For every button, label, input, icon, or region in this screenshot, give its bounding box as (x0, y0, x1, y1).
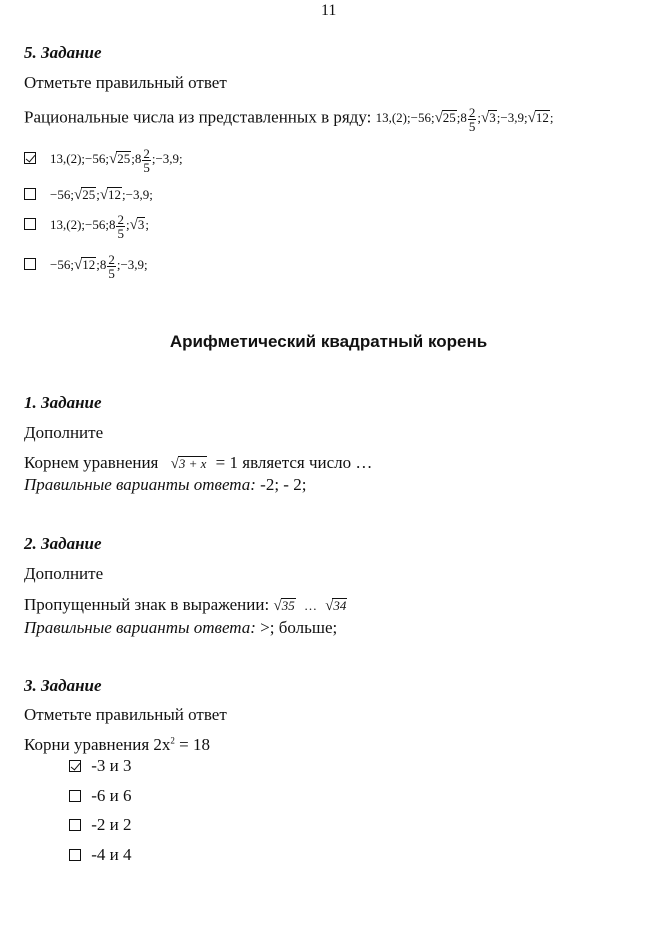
ellipsis: … (303, 598, 317, 613)
task5-instruction: Отметьте правильный ответ (24, 73, 227, 92)
task3-instruction: Отметьте правильный ответ (24, 705, 227, 724)
sqrt-expr: 34 (333, 598, 347, 613)
question-text: = 1 является число … (215, 453, 373, 472)
checkbox[interactable] (24, 258, 36, 270)
task5-question-prefix: Рациональные числа из представленных в ряду: (24, 107, 372, 127)
task2-question: Пропущенный знак в выражении: √35 … √34 (24, 595, 347, 614)
task2-answers (24, 618, 337, 638)
task2-instruction: Дополните (24, 564, 104, 583)
sqrt-expr: 25 (442, 110, 456, 126)
page-number: 11 (321, 2, 337, 19)
task3-option-3[interactable] (69, 815, 132, 835)
sqrt-expr: 12 (535, 110, 549, 126)
option-label: -3 и 3 (91, 756, 132, 775)
fraction: $\frac{2}{5}$ (468, 105, 476, 134)
task1-answers (24, 475, 306, 495)
sqrt-expr: 35 (281, 598, 295, 613)
task3-option-2[interactable] (69, 786, 132, 806)
sqrt-expr: 3 + x (178, 456, 207, 471)
question-text: Пропущенный знак в выражении: (24, 595, 270, 614)
answers-label: Правильные варианты ответа: (24, 475, 256, 494)
task2-title: 2. Задание (24, 534, 102, 553)
task1-instruction: Дополните (24, 423, 104, 442)
task5-question (24, 106, 553, 133)
question-text: = 18 (179, 735, 211, 754)
option-label: -2 и 2 (91, 815, 132, 834)
checkbox[interactable] (24, 218, 36, 230)
checkbox[interactable] (69, 790, 81, 802)
sqrt-expr: 3 (489, 110, 496, 126)
option-expr: −56;√25;√12;−3,9; (50, 187, 153, 203)
task5-option-4[interactable] (24, 253, 148, 280)
option-expr: 13,(2);−56;√25;8 $\frac{2}{5}$ ;−3,9; (50, 146, 183, 175)
task1-question: Корнем уравнения √3 + x = 1 является число … (24, 453, 373, 472)
task3-option-1[interactable] (69, 756, 132, 776)
task1-title: 1. Задание (24, 393, 102, 412)
task5-option-1[interactable] (24, 147, 183, 174)
option-expr: −56;√12;8 $\frac{2}{5}$ ;−3,9; (50, 252, 148, 281)
task3-question (24, 735, 210, 755)
mixed-whole: 8 (460, 110, 467, 126)
q-number: −3,9; (500, 110, 528, 126)
exponent: 2 (170, 735, 175, 746)
checkbox[interactable] (24, 188, 36, 200)
option-expr: 13,(2);−56;8 $\frac{2}{5}$ ;√3; (50, 212, 149, 241)
task5-option-3[interactable] (24, 213, 149, 240)
checkbox-checked[interactable] (24, 152, 36, 164)
task3-option-4[interactable] (69, 845, 132, 865)
task5-option-2[interactable] (24, 186, 153, 204)
option-label: -4 и 4 (91, 845, 132, 864)
checkbox-checked[interactable] (69, 760, 81, 772)
task3-title: 3. Задание (24, 676, 102, 695)
answers-value: -2; - 2; (260, 475, 307, 494)
task5-question-expr: 13,(2);−56;√25;8 $\frac{2}{5}$ ;√3;−3,9;√12; (375, 105, 554, 134)
checkbox[interactable] (69, 819, 81, 831)
q-number: −56; (410, 110, 435, 126)
question-text: Корнем уравнения (24, 453, 159, 472)
question-text: Корни уравнения 2x (24, 735, 171, 754)
answers-label: Правильные варианты ответа: (24, 618, 256, 637)
q-number: 13,(2); (375, 110, 411, 126)
answers-value: >; больше; (260, 618, 338, 637)
checkbox[interactable] (69, 849, 81, 861)
section-title: Арифметический квадратный корень (169, 332, 488, 351)
option-label: -6 и 6 (91, 786, 132, 805)
task5-title: 5. Задание (24, 43, 102, 62)
